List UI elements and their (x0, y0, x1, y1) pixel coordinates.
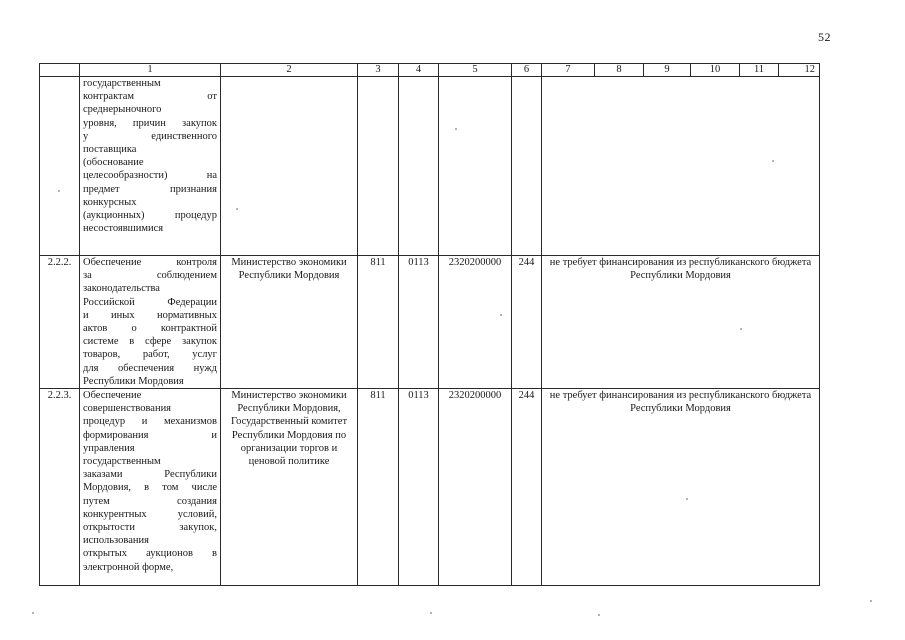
description-line: использования (83, 535, 149, 547)
row-code-5: 2320200000 (439, 389, 512, 586)
header-cell-9: 9 (644, 64, 691, 77)
row-number: 2.2.2. (40, 256, 80, 389)
description-line: системе в сфере закупок (83, 336, 217, 348)
scan-speck (32, 612, 34, 614)
header-cell-7: 7 (542, 64, 595, 77)
description-line: процедур и механизмов (83, 416, 217, 428)
row-code-5 (439, 77, 512, 256)
header-cell-8: 8 (595, 64, 644, 77)
row-executor: Министерство экономики Республики Мордовия (221, 256, 358, 389)
row-code-3 (358, 77, 399, 256)
row-code-6: 244 (512, 389, 542, 586)
header-cell-11: 11 (740, 64, 779, 77)
header-cell-5: 5 (439, 64, 512, 77)
description-line: целесообразности) на (83, 170, 217, 182)
description-line: несостоявшимися (83, 223, 164, 235)
description-line: государственным (83, 78, 161, 89)
row-executor (221, 77, 358, 256)
row-financing: не требует финансирования из республиканского бюджета Республики Мордовия (542, 389, 820, 586)
scan-speck (740, 328, 742, 330)
row-description (80, 256, 221, 389)
row-code-4: 0113 (399, 389, 439, 586)
scan-speck (58, 190, 60, 192)
scan-speck (686, 498, 688, 500)
description-line: заказами Республики (83, 469, 217, 481)
header-cell-2: 2 (221, 64, 358, 77)
row-description (80, 77, 221, 256)
header-cell-6: 6 (512, 64, 542, 77)
row-code-3: 811 (358, 256, 399, 389)
scan-speck (455, 128, 457, 130)
table-row (40, 389, 820, 586)
row-financing (542, 77, 820, 256)
description-line: формирования и (83, 429, 217, 441)
header-cell-3: 3 (358, 64, 399, 77)
description-line: управления (83, 442, 135, 454)
description-line: товаров, работ, услуг (83, 349, 217, 361)
header-cell-num (40, 64, 80, 77)
header-cell-12: 12 (779, 64, 820, 77)
description-line: Республики Мордовия (83, 375, 184, 387)
description-line: контрактам от (83, 91, 217, 103)
scan-speck (772, 160, 774, 162)
page-number: 52 (818, 30, 831, 44)
row-executor: Министерство экономики Республики Мордовия, Государственный комитет Республики Мордовия по организации торгов и ценовой политике (221, 389, 358, 586)
description-line: открытых аукционов в (83, 548, 217, 560)
description-line: Мордовия, в том числе (83, 482, 217, 494)
scan-speck (430, 612, 432, 614)
description-line: открытости закупок, (83, 522, 217, 534)
description-line: путем создания (83, 495, 217, 507)
description-line: Обеспечение контроля (83, 257, 217, 268)
description-line: и иных нормативных (83, 309, 217, 321)
row-code-4 (399, 77, 439, 256)
description-line: актов о контрактной (83, 323, 217, 335)
description-line: электронной форме, (83, 561, 174, 573)
row-code-6: 244 (512, 256, 542, 389)
row-code-5: 2320200000 (439, 256, 512, 389)
description-line: Обеспечение (83, 390, 142, 402)
header-cell-10: 10 (691, 64, 740, 77)
header-cell-4: 4 (399, 64, 439, 77)
table-row (40, 77, 820, 256)
scan-speck (236, 208, 238, 210)
row-code-4: 0113 (399, 256, 439, 389)
budget-table (39, 63, 820, 586)
description-line: конкурентных условий, (83, 508, 217, 520)
description-line: Российской Федерации (83, 296, 217, 308)
description-line: за соблюдением (83, 270, 217, 282)
row-number (40, 77, 80, 256)
scan-speck (598, 614, 600, 616)
description-line: (аукционных) процедур (83, 210, 217, 222)
scan-speck (500, 314, 502, 316)
description-line: предмет признания (83, 183, 217, 195)
description-line: конкурсных (83, 196, 137, 208)
description-line: поставщика (83, 144, 137, 156)
description-line: законодательства (83, 283, 160, 295)
description-line: среднерыночного (83, 104, 162, 116)
description-line: (обоснование (83, 157, 144, 169)
description-line: уровня, причин закупок (83, 117, 217, 129)
description-line: для обеспечения нужд (83, 362, 217, 374)
row-code-3: 811 (358, 389, 399, 586)
row-description (80, 389, 221, 586)
row-financing: не требует финансирования из республиканского бюджета Республики Мордовия (542, 256, 820, 389)
row-number: 2.2.3. (40, 389, 80, 586)
description-line: государственным (83, 456, 161, 468)
scan-speck (870, 600, 872, 602)
table-header-row (40, 64, 820, 77)
table-row (40, 256, 820, 389)
header-cell-1: 1 (80, 64, 221, 77)
description-line: совершенствования (83, 403, 172, 415)
description-line: у единственного (83, 130, 217, 142)
row-code-6 (512, 77, 542, 256)
